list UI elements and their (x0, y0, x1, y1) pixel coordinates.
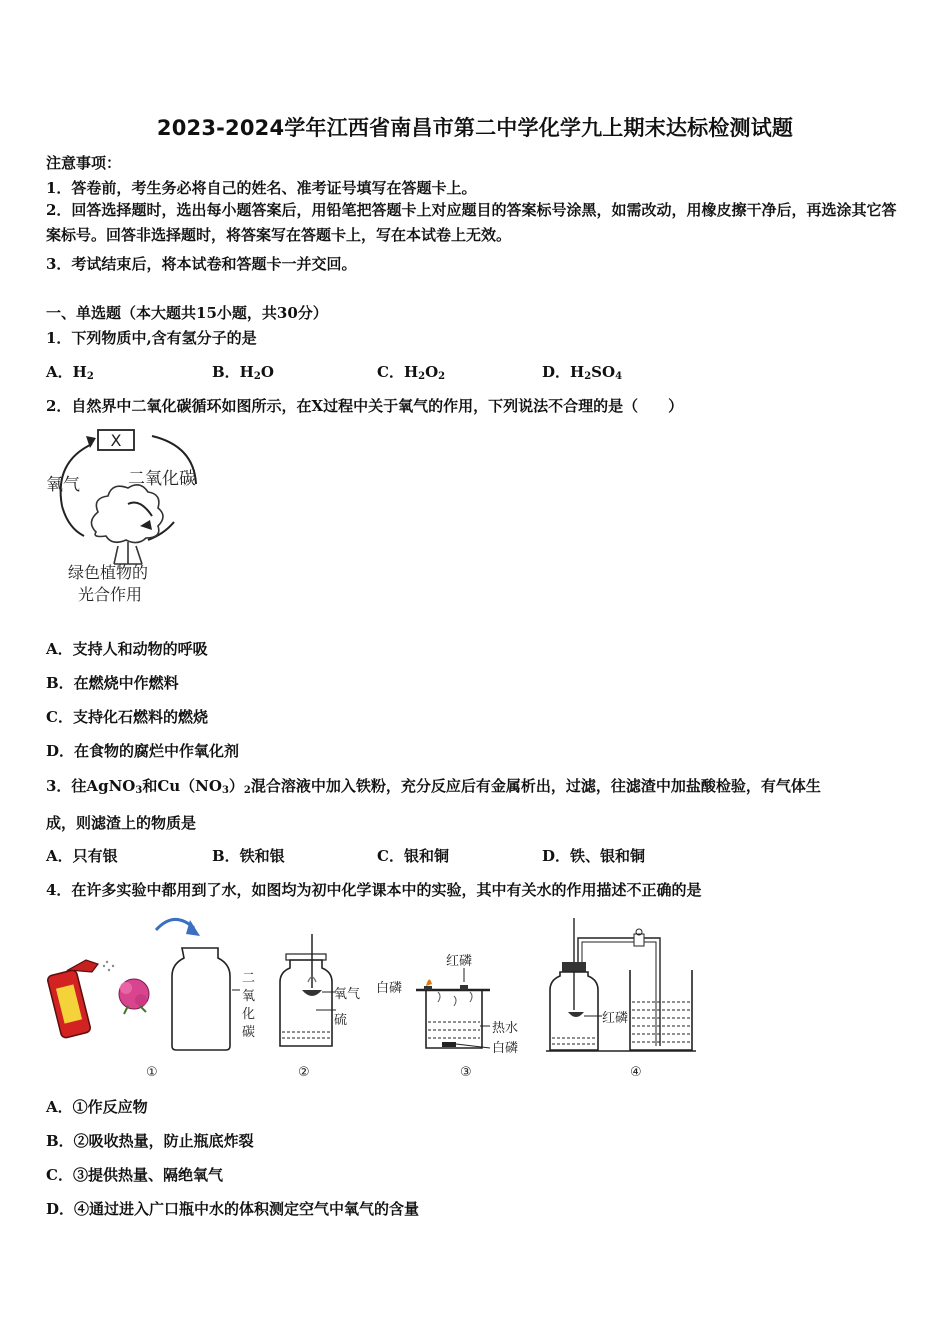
notice-item-2: 2．回答选择题时，选出每小题答案后，用铅笔把答题卡上对应题目的答案标号涂黑，如需改动，用橡皮擦干净后，再选涂其它答案标号。回答非选择题时，将答案写在答题卡上，写在本试卷上无效。 (46, 201, 897, 244)
svg-text:氧: 氧 (242, 989, 256, 1004)
oxygen-label: 氧气 (46, 475, 80, 495)
white-p-label: 白磷 (376, 981, 403, 996)
experiment-1 (46, 910, 255, 1080)
figure-number-2: ② (298, 1065, 310, 1080)
glass-tube (578, 938, 660, 1046)
q4-option-a: A．①作反应物 (46, 1098, 148, 1116)
gas-jar (172, 948, 230, 1050)
q1-stem: 1．下列物质中,含有氢分子的是 (46, 329, 257, 347)
figure-number-4: ④ (630, 1065, 642, 1080)
red-p-label: 红磷 (446, 954, 473, 969)
q2-option-d: D．在食物的腐烂中作氧化剂 (46, 742, 240, 760)
q3-option-d: D．铁、银和铜 (542, 847, 646, 865)
q3-option-b: B．铁和银 (212, 847, 285, 865)
experiment-4 (546, 918, 696, 1080)
q3-option-c: C．银和铜 (377, 847, 449, 865)
q2-stem: 2．自然界中二氧化碳循环如图所示，在X过程中关于氧气的作用，下列说法不合理的是（ ） (46, 397, 684, 415)
oxygen-label-2: 氧气 (334, 987, 361, 1002)
q2-option-a: A．支持人和动物的呼吸 (46, 640, 208, 658)
q1-option-a: A．$H_2$ (46, 363, 94, 382)
svg-text:化: 化 (242, 1007, 256, 1022)
white-p-label-2: 白磷 (492, 1041, 519, 1056)
q3-stem: 3．往AgNO$_3$和$Cu(NO_3)_2$混合溶液中加入铁粉，充分反应后有金属析出，过滤，往滤渣中加盐酸检验，有气体生 (46, 777, 821, 796)
notice-item-1: 1．答卷前，考生务必将自己的姓名、准考证号填写在答题卡上。 (46, 179, 477, 197)
experiment-3 (376, 953, 518, 1080)
experiment-2 (280, 934, 360, 1080)
q2-option-c: C．支持化石燃料的燃烧 (46, 708, 208, 726)
svg-text:二: 二 (242, 971, 256, 986)
sulfur-label: 硫 (334, 1013, 348, 1028)
q1-option-c: C．$H_2O_2$ (377, 363, 446, 382)
q4-option-c: C．③提供热量、隔绝氧气 (46, 1166, 223, 1184)
q4-option-d: D．④通过进入广口瓶中水的体积测定空气中氧气的含量 (46, 1200, 420, 1218)
tree-trunk (114, 542, 142, 564)
co2-cycle-figure (44, 424, 234, 612)
tree-canopy (91, 485, 163, 543)
gas-jar-2 (280, 960, 332, 1046)
svg-text:碳: 碳 (242, 1025, 256, 1040)
caption-line-2: 光合作用 (78, 585, 143, 604)
co2-label: 二氧化碳 (128, 469, 196, 489)
q3-stem-line-2: 成，则滤渣上的物质是 (46, 814, 197, 832)
section-heading: 一、单选题（本大题共15小题，共30分） (46, 304, 328, 322)
figure-number-1: ① (146, 1065, 158, 1080)
q1-option-d: D．$H_2SO_4$ (542, 363, 623, 382)
q4-option-b: B．②吸收热量，防止瓶底炸裂 (46, 1132, 254, 1150)
q2-option-b: B．在燃烧中作燃料 (46, 674, 179, 692)
q3-option-a: A．只有银 (46, 847, 118, 865)
red-p-label-2: 红磷 (602, 1011, 629, 1026)
beaker-3 (426, 990, 482, 1048)
spray-nozzle (68, 960, 98, 972)
notice-heading: 注意事项： (46, 154, 122, 172)
notice-item-3: 3．考试结束后，将本试卷和答题卡一并交回。 (46, 255, 357, 273)
hot-water-label: 热水 (492, 1021, 519, 1036)
experiments-figure (46, 910, 706, 1082)
x-label: X (110, 431, 122, 450)
caption-line-1: 绿色植物的 (68, 563, 149, 582)
q4-stem: 4．在许多实验中都用到了水，如图均为初中化学课本中的实验，其中有关水的作用描述不正确的是 (46, 881, 702, 899)
page-title: 2023-2024学年江西省南昌市第二中学化学九上期末达标检测试题 (156, 116, 794, 140)
q1-option-b: B．$H_2O$ (212, 363, 274, 382)
figure-number-3: ③ (460, 1065, 472, 1080)
